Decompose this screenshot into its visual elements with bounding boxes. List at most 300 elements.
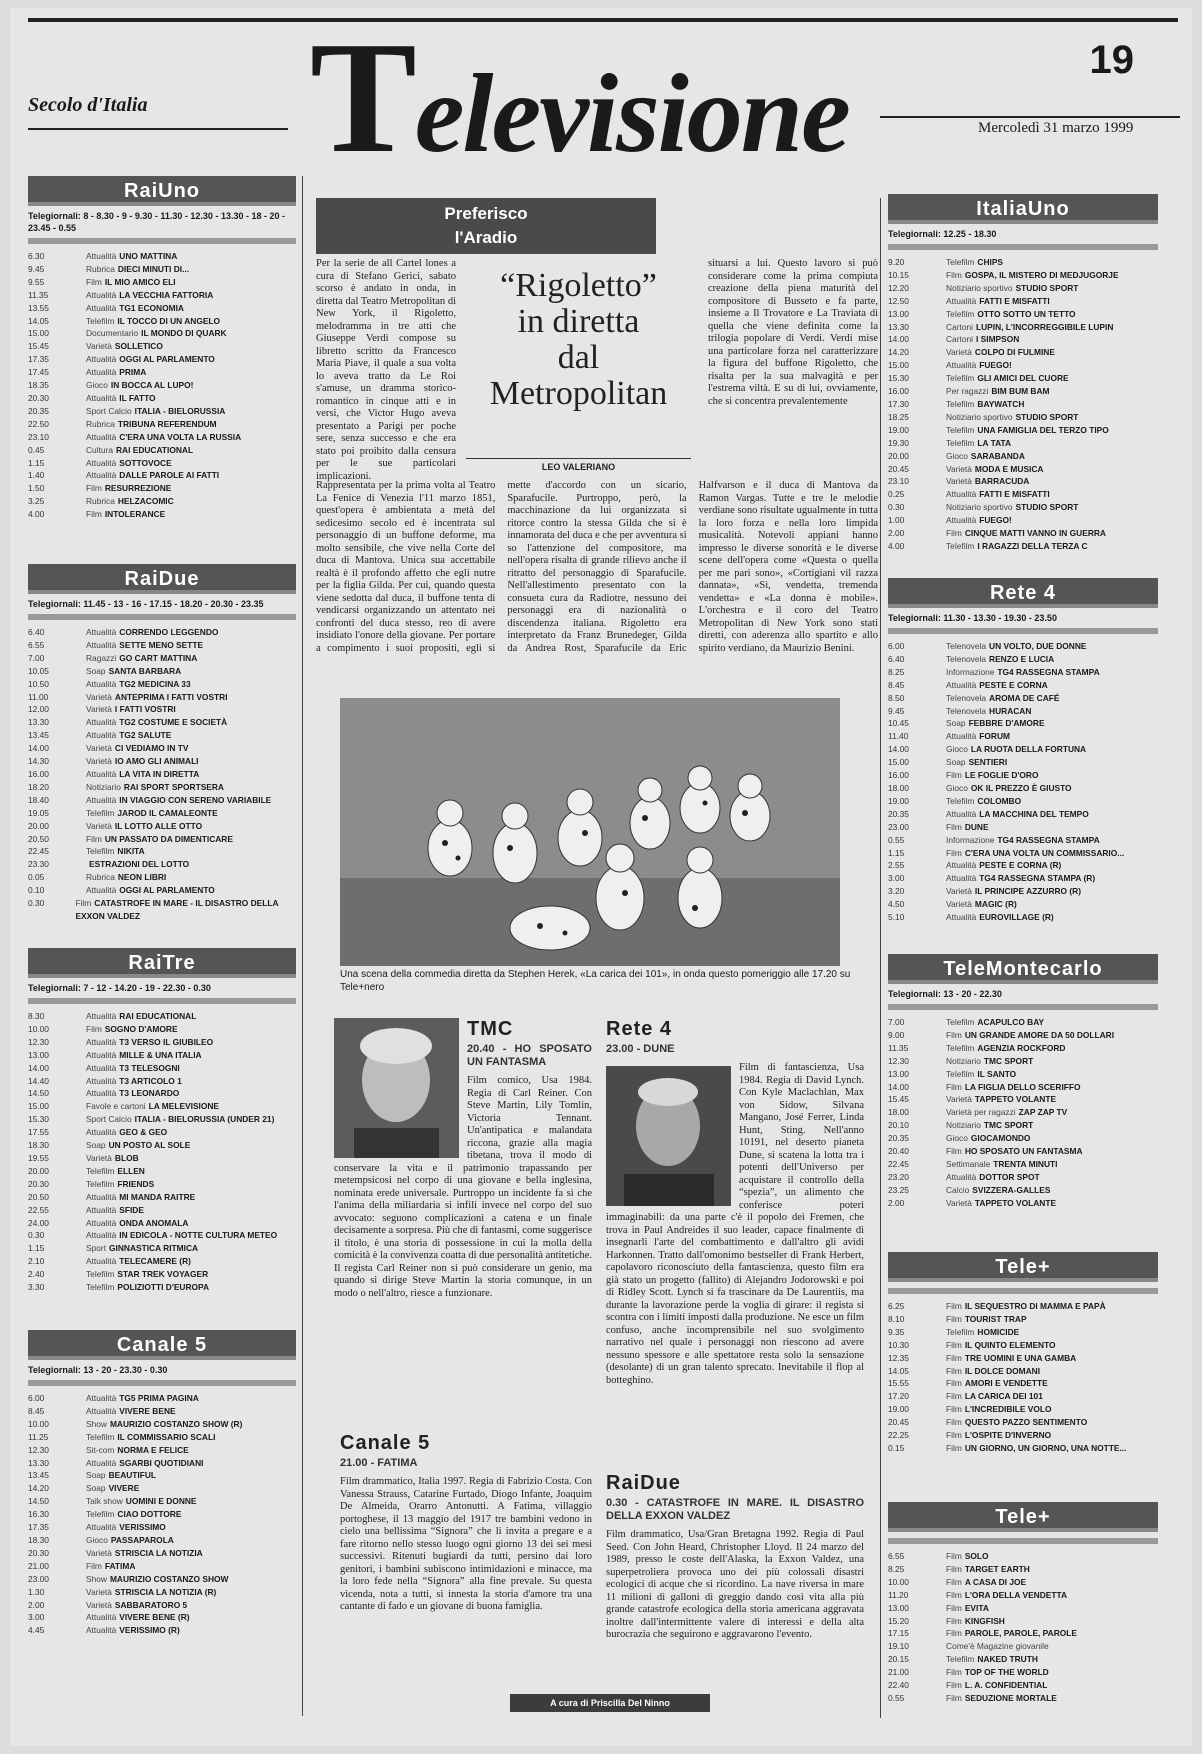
- program-title: STRISCIA LA NOTIZIA: [114, 1547, 203, 1558]
- program-desc: [946, 666, 1100, 679]
- program-row: [888, 717, 1158, 730]
- program-title: L'OSPITE D'INVERNO: [964, 1430, 1052, 1441]
- program-title: MILLE & UNA ITALIA: [119, 1049, 202, 1060]
- program-time: 18.00: [888, 1107, 909, 1118]
- program-title: CI VEDIAMO IN TV: [114, 743, 189, 754]
- program-title: IN BOCCA AL LUPO!: [110, 380, 194, 391]
- program-row: [28, 742, 296, 755]
- program-row: [888, 705, 1158, 718]
- program-time: 0.15: [888, 1442, 905, 1453]
- program-time: 6.00: [888, 641, 905, 651]
- program-desc: [86, 431, 241, 444]
- program-time: 21.00: [28, 1560, 49, 1571]
- program-row: [888, 1106, 1158, 1119]
- program-time: 23.25: [888, 1184, 909, 1195]
- program-title: UOMINI E DONNE: [125, 1496, 197, 1507]
- program-time: 10.00: [28, 1023, 49, 1034]
- program-desc: [946, 1197, 1056, 1210]
- program-time: 20.30: [28, 1547, 49, 1558]
- program-title: CINQUE MATTI VANNO IN GUERRA: [964, 528, 1106, 539]
- program-time: 20.00: [888, 450, 909, 461]
- program-title: GEO & GEO: [119, 1127, 168, 1138]
- program-time: 6.40: [888, 653, 905, 664]
- program-genre: Attualità: [86, 1011, 117, 1021]
- program-desc: [86, 884, 215, 897]
- program-desc: [86, 871, 166, 884]
- program-row: [888, 1429, 1158, 1442]
- program-desc: [946, 1042, 1065, 1055]
- program-desc: [86, 833, 233, 846]
- program-time: 1.30: [28, 1586, 45, 1597]
- program-row: [28, 327, 296, 340]
- preferisco-line1: Preferisco: [444, 204, 528, 223]
- program-desc: [946, 1602, 989, 1615]
- program-row: [28, 1624, 296, 1637]
- program-row: [888, 488, 1158, 501]
- program-desc: [86, 1217, 188, 1230]
- program-row: [888, 1365, 1158, 1378]
- program-genre: Film: [946, 1352, 962, 1363]
- program-desc: [946, 475, 1029, 488]
- program-desc: [946, 256, 1003, 269]
- program-time: 18.40: [28, 794, 49, 805]
- program-genre: Attualità: [86, 1127, 117, 1138]
- raidue-schedule: [28, 564, 296, 923]
- program-genre: Telefilm: [86, 1431, 115, 1442]
- program-time: 20.50: [28, 833, 49, 844]
- program-title: LA MELEVISIONE: [148, 1101, 220, 1112]
- program-row: [28, 1023, 296, 1036]
- program-genre: Film: [946, 1404, 962, 1415]
- program-genre: Telefilm: [86, 807, 115, 818]
- program-title: DIECI MINUTI DI...: [117, 263, 190, 274]
- program-title: GLI AMICI DEL CUORE: [977, 373, 1069, 384]
- program-row: [28, 1126, 296, 1139]
- program-time: 15.30: [28, 1114, 49, 1125]
- program-time: 0.55: [888, 834, 905, 845]
- program-genre: Telefilm: [946, 795, 975, 806]
- program-genre: Varietà: [86, 820, 112, 831]
- program-genre: Film: [946, 1442, 962, 1453]
- program-title: FUEGO!: [979, 515, 1012, 526]
- program-desc: [946, 1640, 1052, 1653]
- program-genre: Attualità: [86, 1049, 117, 1060]
- program-time: 9.55: [28, 276, 45, 287]
- program-row: [888, 1197, 1158, 1210]
- program-genre: Telefilm: [946, 373, 975, 384]
- program-time: 17.55: [28, 1127, 49, 1138]
- program-desc: [86, 1152, 139, 1165]
- program-row: [888, 385, 1158, 398]
- divider: [28, 238, 296, 244]
- program-row: [888, 653, 1158, 666]
- program-title: TAPPETO VOLANTE: [974, 1094, 1057, 1105]
- program-row: [28, 755, 296, 768]
- program-desc: [86, 1036, 213, 1049]
- program-genre: Attualità: [86, 768, 117, 779]
- program-title: SOTTOVOCE: [119, 457, 172, 468]
- program-genre: Film: [946, 1602, 962, 1613]
- program-genre: Film: [946, 1417, 962, 1428]
- program-row: [888, 1326, 1158, 1339]
- program-desc: [86, 315, 220, 328]
- program-genre: Film: [946, 1628, 962, 1639]
- program-time: 1.15: [888, 847, 905, 858]
- program-desc: [86, 366, 146, 379]
- program-title: T3 LEONARDO: [119, 1088, 180, 1099]
- program-row: [888, 911, 1158, 924]
- program-title: SENTIERI: [968, 757, 1008, 768]
- program-title: VIVERE BENE (R): [119, 1612, 190, 1623]
- program-row: [28, 1534, 296, 1547]
- program-genre: Attualità: [946, 873, 977, 884]
- program-row: [28, 1599, 296, 1612]
- program-genre: Varietà: [86, 1152, 112, 1163]
- program-genre: Attualità: [86, 354, 117, 365]
- program-title: CATASTROFE IN MARE - IL DISASTRO DELLA EXXON VALDEZ: [75, 898, 279, 921]
- program-title: RESURREZIONE: [104, 483, 172, 494]
- program-time: 14.05: [28, 315, 49, 326]
- program-desc: [86, 1165, 145, 1178]
- program-genre: Rubrica: [86, 263, 115, 274]
- program-title: TG5 PRIMA PAGINA: [119, 1393, 199, 1403]
- program-row: [28, 729, 296, 742]
- program-time: 23.30: [28, 859, 49, 870]
- program-row: [888, 424, 1158, 437]
- program-title: TRIBUNA REFERENDUM: [117, 418, 217, 429]
- program-row: [888, 1627, 1158, 1640]
- program-row: [28, 1611, 296, 1624]
- program-genre: Varietà: [86, 341, 112, 352]
- program-desc: [86, 626, 218, 639]
- program-desc: [946, 1339, 1056, 1352]
- program-desc: [946, 308, 1076, 321]
- program-genre: Gioco: [946, 1133, 968, 1144]
- program-title: DALLE PAROLE AI FATTI: [119, 470, 220, 481]
- program-time: 12.30: [28, 1036, 49, 1047]
- program-genre: Attualità: [86, 457, 117, 468]
- raiuno-schedule: [28, 176, 296, 521]
- program-genre: Attualità: [86, 251, 117, 261]
- program-desc: [946, 834, 1100, 847]
- program-time: 2.00: [888, 1197, 905, 1208]
- program-title: ESTRAZIONI DEL LOTTO: [89, 859, 190, 870]
- program-title: STUDIO SPORT: [1015, 502, 1079, 513]
- program-genre: Rubrica: [86, 496, 115, 507]
- program-row: [28, 444, 296, 457]
- program-desc: [946, 1132, 1030, 1145]
- program-time: 14.00: [28, 1062, 49, 1073]
- program-title: RAI EDUCATIONAL: [119, 1011, 197, 1021]
- program-desc: [946, 717, 1045, 730]
- program-desc: [86, 289, 213, 302]
- program-time: 2.40: [28, 1269, 45, 1280]
- program-time: 17.35: [28, 1522, 49, 1533]
- program-title: IL DOLCE DOMANI: [964, 1365, 1041, 1376]
- program-genre: Attualità: [86, 678, 117, 689]
- program-desc: [86, 1113, 274, 1126]
- program-time: 10.30: [888, 1339, 909, 1350]
- program-desc: [86, 1611, 190, 1624]
- program-genre: Film: [946, 1692, 962, 1703]
- program-time: 14.05: [888, 1365, 909, 1376]
- program-genre: Film: [946, 1313, 962, 1324]
- program-title: L. A. CONFIDENTIAL: [964, 1680, 1048, 1691]
- program-row: [888, 885, 1158, 898]
- channel-heading: RaiDue: [28, 564, 296, 594]
- program-genre: Notiziario: [946, 1120, 981, 1131]
- program-genre: Telefilm: [946, 1654, 975, 1665]
- program-row: [888, 1132, 1158, 1145]
- program-title: EVITA: [964, 1602, 989, 1613]
- program-title: IL SANTO: [977, 1068, 1017, 1079]
- program-title: GOSPA, IL MISTERO DI MEDJUGORJE: [964, 269, 1119, 280]
- program-title: RENZO E LUCIA: [989, 653, 1055, 664]
- program-time: 11.35: [28, 289, 49, 300]
- review-channel: TMC: [467, 1018, 514, 1040]
- article-headline: “Rigoletto” in diretta dal Metropolitan: [489, 267, 668, 412]
- program-genre: Telefilm: [946, 437, 975, 448]
- program-genre: Rubrica: [86, 418, 115, 429]
- review-raidue: [606, 1472, 864, 1642]
- preferisco-line2: l'Aradio: [454, 228, 518, 247]
- tg-times: Telegiornali: 11.45 - 13 - 16 - 17.15 - 18.20 - 20.30 - 23.35: [28, 599, 264, 609]
- program-desc: [946, 1692, 1057, 1705]
- program-genre: Attualità: [86, 1457, 117, 1468]
- program-genre: Attualità: [86, 1191, 117, 1202]
- program-list: [28, 250, 296, 521]
- program-time: 1.00: [888, 515, 905, 526]
- program-desc: [86, 302, 184, 315]
- program-time: 2.55: [888, 860, 905, 871]
- divider: [888, 1004, 1158, 1010]
- program-desc: [946, 1081, 1081, 1094]
- program-row: [28, 678, 296, 691]
- program-title: T3 ARTICOLO 1: [119, 1075, 182, 1086]
- program-row: [888, 1442, 1158, 1455]
- program-genre: Telefilm: [86, 1509, 115, 1520]
- program-desc: [946, 1653, 1038, 1666]
- program-title: LA TATA: [977, 437, 1012, 448]
- program-desc: [946, 653, 1054, 666]
- program-genre: Attualità: [86, 1393, 117, 1403]
- program-genre: Attualità: [86, 717, 117, 728]
- program-genre: Cartoni: [946, 334, 973, 345]
- program-title: SGARBI QUOTIDIANI: [119, 1457, 204, 1468]
- program-row: [888, 1184, 1158, 1197]
- program-title: AMORI E VENDETTE: [964, 1378, 1048, 1389]
- program-desc: [86, 1469, 156, 1482]
- program-time: 12.00: [28, 704, 49, 715]
- program-title: BARRACUDA: [974, 476, 1030, 487]
- program-genre: Telenovela: [946, 692, 987, 703]
- program-desc: [86, 1242, 198, 1255]
- program-genre: Come'è Magazine giovanile: [946, 1641, 1049, 1652]
- program-row: [888, 321, 1158, 334]
- program-title: TG4 RASSEGNA STAMPA: [997, 834, 1100, 845]
- program-genre: Film: [75, 898, 92, 909]
- program-title: LA VECCHIA FATTORIA: [119, 289, 214, 300]
- newspaper-page: [10, 8, 1192, 1746]
- program-row: [28, 1075, 296, 1088]
- program-time: 6.40: [28, 627, 45, 637]
- program-title: OK IL PREZZO È GIUSTO: [970, 782, 1072, 793]
- program-genre: Soap: [86, 1470, 106, 1481]
- program-row: [888, 346, 1158, 359]
- program-title: SARABANDA: [970, 450, 1025, 461]
- program-time: 20.35: [28, 405, 49, 416]
- program-time: 14.00: [28, 743, 49, 754]
- program-genre: Notiziario sportivo: [946, 502, 1013, 513]
- program-title: MODA E MUSICA: [974, 463, 1044, 474]
- article-author: LEO VALERIANO: [466, 458, 691, 472]
- program-title: UN PASSATO DA DIMENTICARE: [104, 833, 233, 844]
- program-desc: [86, 405, 225, 418]
- program-row: [888, 1403, 1158, 1416]
- program-list: [888, 256, 1158, 553]
- program-genre: Attualità: [946, 679, 977, 690]
- program-desc: [86, 742, 188, 755]
- program-row: [888, 1640, 1158, 1653]
- program-genre: Informazione: [946, 834, 995, 845]
- program-genre: Telenovela: [946, 641, 987, 651]
- program-list: [28, 626, 296, 923]
- article-body: Rappresentata per la prima volta al Teatro La Fenice di Venezia l'11 marzo 1851, quest'opera è ambientata a metà del sedicesimo secolo ed è incentrata sul personaggio di un buffone deforme, ma molto sensibile, che vive nella Corte del duca di Mantova. Unica sua accettabile realtà è il profondo affetto che egli nutre per la figlia Gilda. Per cui, quando questa viene sedotta dal duca, il buffone tenta di vendicarsi organizzando un attentato nei confronti del duca stesso, reo di avere insidiato l'onore della giovane. Per portare a compimento i suoi propositi, egli si mette d'accordo con un sicario, Sparafucile. Purtroppo, però, la macchinazione da lui organizzata si ritorce contro la stessa Gilda che si è innamorata del duca e che per avventura si so l'attenzione del compositore, ma nell'opera risalta di grande rilievo anche il ritratto del personaggio di Sparafucile. Nell'allestimento presentato con la consueta cura da Radiotre, nessuno dei personaggi era di nazionalità o discendenza italiana. Rigoletto era interpretato da Franz Brunedeger, Gilda da Andrea Rost, Sparafucile da Eric Halfvarson e il duca di Mantova da Ramon Vargas. Tutte e tre le melodie verdiane sono risultate ugualmente in tutta la loro forza e nella loro limpida musicalità. Notevoli appiani hanno impresso le diverse sonorità e le diverse scene dell'opera come «Questa o quella per me pari sono», «Cortigiani vil razza dannata», «Sì, vendetta, tremenda vendetta» e «La donna è mobile». L'orchestra e il coro del Teatro Metropolitan di New York sono stati diretti, con aderenza allo spartito e allo spirito verdiano, da Maurizio Benini.: [316, 480, 878, 654]
- program-genre: Calcio: [946, 1184, 970, 1195]
- program-title: COLPO DI FULMINE: [974, 347, 1055, 358]
- channel-heading: Tele+: [888, 1252, 1158, 1282]
- program-genre: Varietà: [86, 743, 112, 754]
- program-title: TELECAMERE (R): [119, 1256, 191, 1267]
- program-desc: [86, 781, 224, 794]
- review-canale5: [340, 1432, 592, 1614]
- tg-times: Telegiornali: 12.25 - 18.30: [888, 229, 997, 239]
- program-genre: Telefilm: [946, 308, 975, 319]
- channel-heading: TeleMontecarlo: [888, 954, 1158, 984]
- program-time: 22.45: [28, 846, 49, 857]
- program-desc: [946, 1550, 989, 1563]
- program-title: AGENZIA ROCKFORD: [977, 1042, 1066, 1053]
- program-genre: Cartoni: [946, 321, 973, 332]
- program-title: BEAUTIFUL: [108, 1470, 157, 1481]
- program-desc: [946, 333, 1019, 346]
- program-title: SVIZZERA-GALLES: [972, 1184, 1051, 1195]
- program-time: 12.35: [888, 1352, 909, 1363]
- program-genre: Ragazzi: [86, 652, 117, 663]
- program-time: 20.50: [28, 1191, 49, 1202]
- program-time: 2.00: [888, 528, 905, 539]
- program-row: [888, 821, 1158, 834]
- program-time: 19.00: [888, 1404, 909, 1415]
- program-desc: [86, 794, 271, 807]
- program-row: [28, 302, 296, 315]
- program-time: 1.15: [28, 457, 45, 468]
- program-genre: Telefilm: [86, 1178, 115, 1189]
- program-time: 22.40: [888, 1680, 909, 1691]
- program-title: JAROD IL CAMALEONTE: [117, 807, 218, 818]
- program-time: 13.00: [28, 1049, 49, 1060]
- program-time: 16.00: [888, 770, 909, 781]
- program-desc: [86, 469, 219, 482]
- program-row: [888, 540, 1158, 553]
- program-title: IL SEQUESTRO DI MAMMA E PAPÀ: [964, 1301, 1106, 1311]
- program-desc: [86, 392, 156, 405]
- telemontecarlo-schedule: [888, 954, 1158, 1210]
- program-title: TG2 SALUTE: [119, 730, 172, 741]
- program-genre: Soap: [946, 718, 966, 729]
- program-genre: Varietà per ragazzi: [946, 1107, 1016, 1118]
- divider: [888, 1288, 1158, 1294]
- program-genre: Attualità: [86, 1217, 117, 1228]
- program-title: STAR TREK VOYAGER: [117, 1269, 209, 1280]
- program-genre: Attualità: [86, 1088, 117, 1099]
- program-row: [28, 250, 296, 263]
- program-time: 20.15: [888, 1654, 909, 1665]
- program-list: [28, 1010, 296, 1294]
- program-desc: [946, 769, 1038, 782]
- program-genre: Attualità: [86, 1522, 117, 1533]
- program-row: [28, 1217, 296, 1230]
- program-genre: Settimanale: [946, 1158, 991, 1169]
- section-title-rest: elevisione: [414, 52, 849, 176]
- program-row: [28, 1113, 296, 1126]
- program-desc: [946, 1442, 1126, 1455]
- program-desc: [946, 795, 1021, 808]
- program-desc: [946, 1679, 1047, 1692]
- program-title: FORUM: [979, 731, 1010, 742]
- program-row: [28, 1036, 296, 1049]
- program-time: 17.30: [888, 398, 909, 409]
- program-time: 10.45: [888, 718, 909, 729]
- program-title: IN VIAGGIO CON SERENO VARIABILE: [119, 794, 272, 805]
- program-genre: Talk show: [86, 1496, 123, 1507]
- program-desc: [86, 1444, 189, 1457]
- program-genre: Film: [946, 847, 962, 858]
- program-desc: [86, 652, 197, 665]
- program-title: KINGFISH: [964, 1615, 1005, 1626]
- program-genre: Sport: [86, 1243, 107, 1254]
- program-desc: [86, 327, 227, 340]
- program-row: [888, 1171, 1158, 1184]
- program-desc: [946, 1184, 1050, 1197]
- program-desc: [86, 1178, 154, 1191]
- program-title: MAURIZIO COSTANZO SHOW (R): [109, 1418, 243, 1429]
- program-title: VIVERE BENE: [119, 1405, 176, 1416]
- program-time: 18.35: [28, 380, 49, 391]
- program-time: 13.00: [888, 1068, 909, 1079]
- program-time: 19.30: [888, 437, 909, 448]
- program-genre: Telefilm: [86, 315, 115, 326]
- program-row: [28, 703, 296, 716]
- program-list: [888, 1016, 1158, 1210]
- program-row: [28, 1165, 296, 1178]
- program-time: 23.10: [888, 476, 909, 487]
- program-genre: Sport Calcio: [86, 405, 132, 416]
- program-desc: [86, 1062, 180, 1075]
- program-time: 14.20: [28, 1483, 49, 1494]
- program-desc: [86, 716, 227, 729]
- photo-caption: Una scena della commedia diretta da Stephen Herek, «La carica dei 101», in onda questo pomeriggio alle 17.20 su Tele+nero: [340, 969, 851, 993]
- program-time: 4.00: [888, 540, 905, 551]
- program-genre: Gioco: [946, 782, 968, 793]
- program-title: FEBBRE D'AMORE: [968, 718, 1045, 729]
- program-title: SEDUZIONE MORTALE: [964, 1692, 1057, 1703]
- review-text: Film comico, Usa 1984. Regia di Carl Reiner. Con Steve Martin, Lily Tomlin, Victoria Tennant. Un'antipatica e malandata riccona, grazie alla magia tibetana, trova il modo di conservare la vita e il patrimonio trapassando per metempsicosi nel corpo di una giovane e bella inglesina, nominata erede universale. Purtroppo un incidente fa sì che l'anima della miliardaria si infili invece nel corpo del suo avvocato: seguono complicazioni a catena e un finale decisamente a sorpresa. Più che di fantasmi, come suggerisce il titolo, è una storia di possessione in cui la molla della comicità è la convivenza coatta di due personalità antitetiche. Il regista Carl Reiner non si può considerare un genio, ma quando si dirige Steve Martin la storia comunque, in un modo o nell'altro, riesce a funzionare.: [334, 1075, 593, 1299]
- program-row: [28, 794, 296, 807]
- program-time: 17.45: [28, 367, 49, 378]
- program-time: 15.00: [28, 1101, 49, 1112]
- program-title: ACAPULCO BAY: [977, 1017, 1045, 1027]
